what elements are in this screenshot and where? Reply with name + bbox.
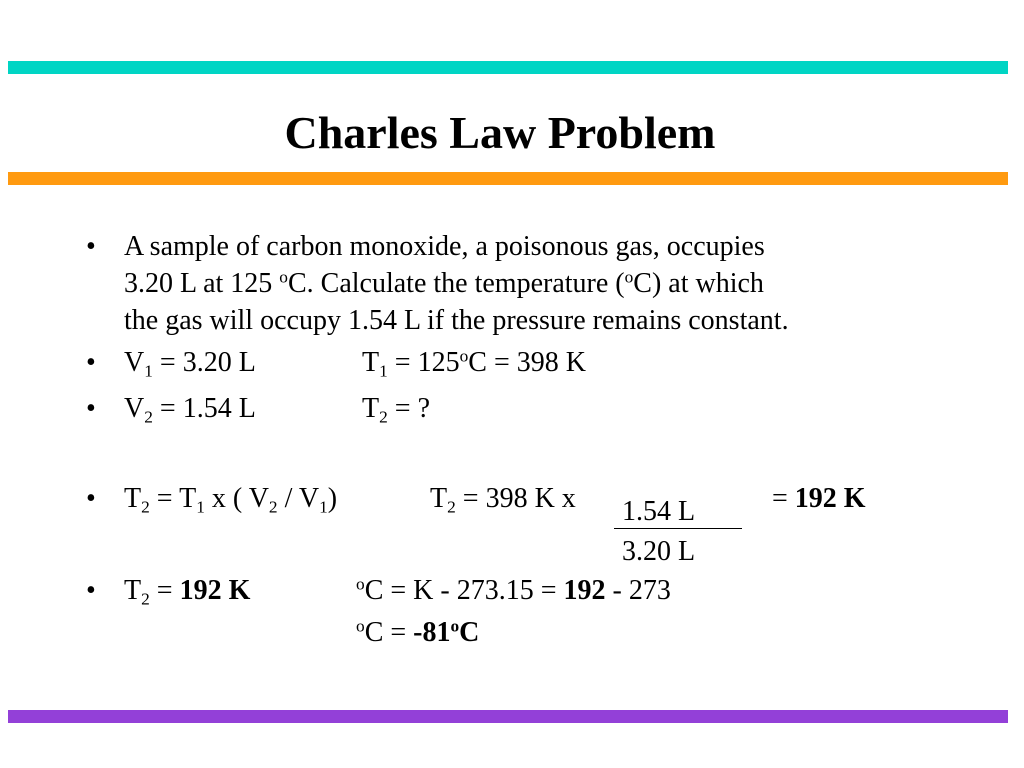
- top-divider-cyan: [8, 61, 1008, 74]
- bullet-icon: •: [86, 575, 96, 606]
- given-t2: $T_2$ = ?: [362, 393, 431, 427]
- problem-line-3: the gas will occupy 1.54 L if the pressure remains constant.: [124, 305, 789, 336]
- conversion-celsius: $^o$C = K - 273.15 = 192 - 273: [356, 574, 671, 606]
- bullet-icon: •: [86, 483, 96, 514]
- page-title: Charles Law Problem: [284, 107, 716, 158]
- bottom-divider-purple: [8, 710, 1008, 723]
- bullet-icon: •: [86, 231, 96, 262]
- given-t1: $T_1 = 125^oC = 398$ K: [362, 346, 586, 381]
- fraction-bar: [614, 528, 742, 529]
- fraction-numerator: 1.54 L: [622, 496, 696, 527]
- conversion-t2: $T_2 = 192$ K: [124, 575, 251, 609]
- problem-line-1: A sample of carbon monoxide, a poisonous gas, occupies: [124, 231, 765, 262]
- bullet-icon: •: [86, 393, 96, 424]
- formula-general: $T_2 = T_1$ x ( $V_2 / V_1$): [124, 483, 338, 517]
- middle-divider-orange: [8, 172, 1008, 185]
- problem-line-2: 3.20 L at 125 $^o$C. Calculate the temperature ($^o$C) at which: [124, 267, 764, 299]
- given-v2: $V_2 = 1.54$ L: [124, 393, 256, 427]
- final-answer: $^oC = -81^oC$: [356, 616, 480, 648]
- fraction-denominator: 3.20 L: [622, 536, 696, 567]
- bullet-icon: •: [86, 347, 96, 378]
- formula-result: = 192 K: [772, 483, 866, 514]
- given-v1: $V_1 = 3.20$ L: [124, 347, 256, 381]
- formula-substituted: $T_2 = 398$ K x: [430, 483, 576, 517]
